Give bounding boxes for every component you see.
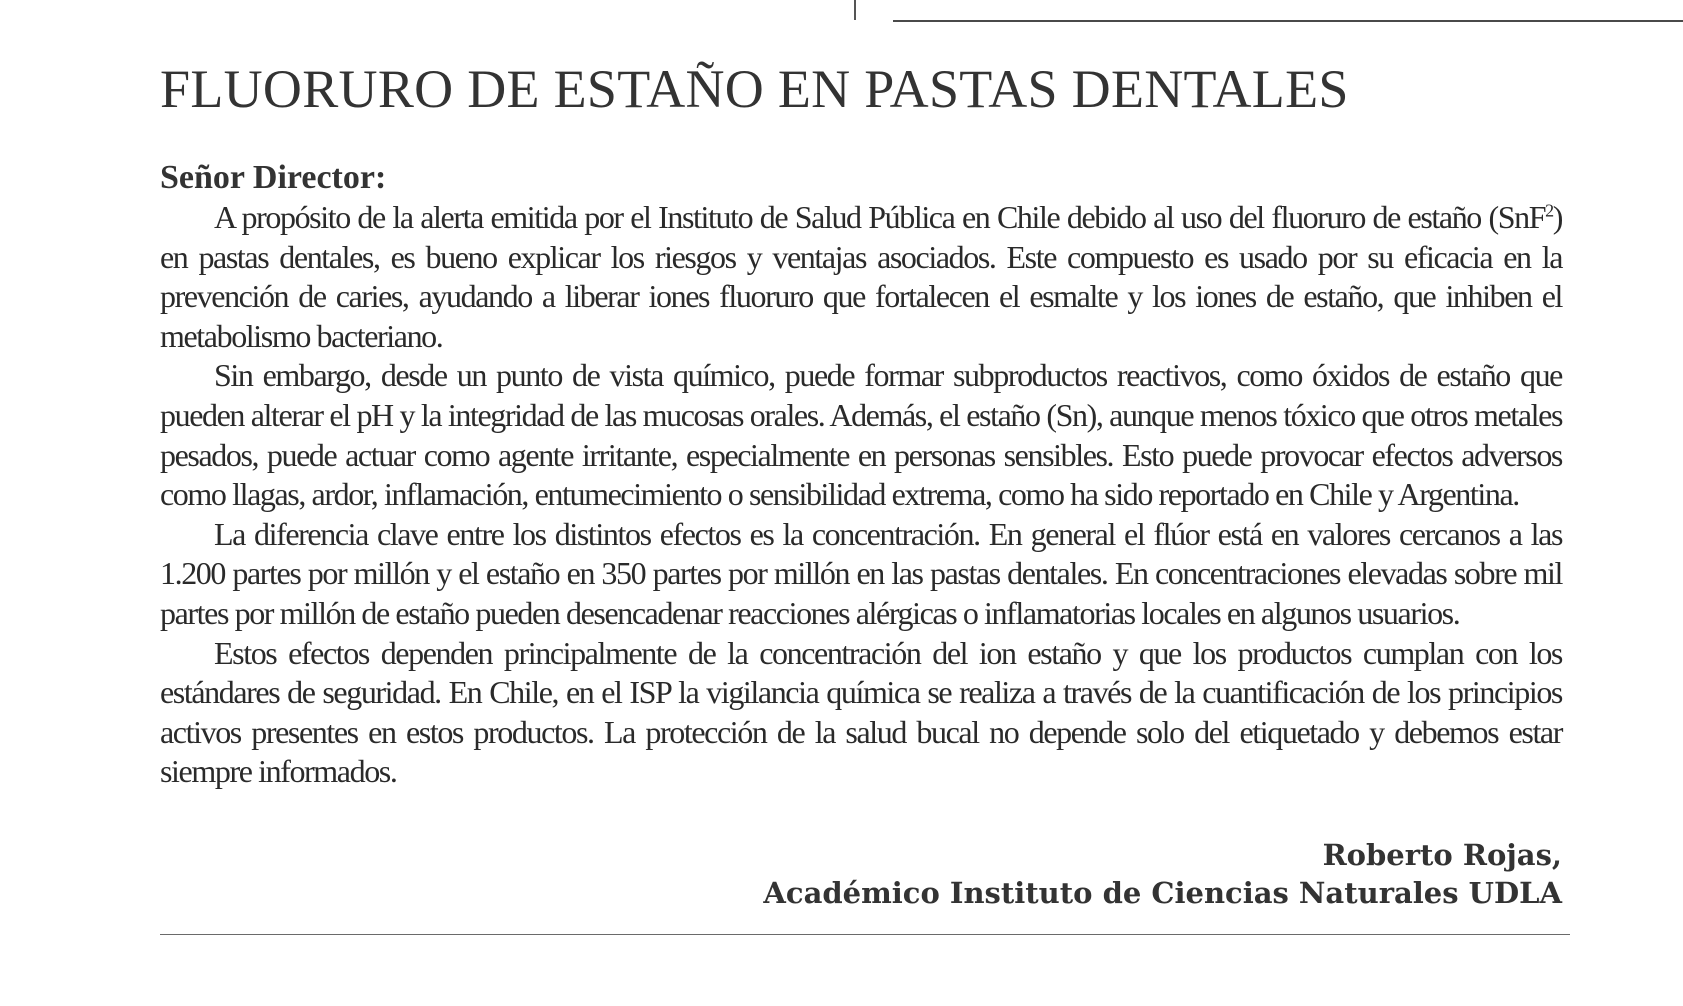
- author-name: Roberto Rojas,: [1322, 838, 1562, 872]
- paragraph-3: La diferencia clave entre los distintos efectos es la concentración. En general el flúor está en valores cercanos a las 1.200 partes por millón y el estaño en 350 partes por millón en las pastas dentales. En concentraciones elevadas sobre mil partes por millón de estaño pueden desencadenar reacciones alérgicas o inflamatorias locales en algunos usuarios.: [160, 515, 1562, 631]
- top-rule: [893, 20, 1683, 22]
- signature-block: [763, 836, 1562, 912]
- superscript: 2: [1545, 200, 1553, 221]
- article-title: FLUORURO DE ESTAÑO EN PASTAS DENTALES: [160, 59, 1349, 119]
- paragraph-2: Sin embargo, desde un punto de vista químico, puede formar subproductos reactivos, como óxidos de estaño que pueden alterar el pH y la integridad de las mucosas orales. Además, el estaño (Sn), aunque menos tóxico que otros metales pesados, puede actuar como agente irritante, especialmente en personas sensibles. Esto puede provocar efectos adversos como llagas, ardor, inflamación, entumecimiento o sensibilidad extrema, como ha sido reportado en Chile y Argentina.: [160, 357, 1562, 513]
- column-separator-mark: [854, 0, 856, 20]
- author-affiliation: Académico Instituto de Ciencias Naturales UDLA: [763, 876, 1562, 910]
- paragraph-1: [160, 198, 1562, 356]
- paragraph-1-text-end: ) en pastas dentales, es bueno explicar los riesgos y ventajas asociados. Este compuesto es usado por su eficacia en la prevención de caries, ayudando a liberar iones fluoruro que fortalecen el esmalte y los iones de estaño, que inhiben el metabolismo bacteriano.: [160, 199, 1562, 354]
- paragraph-1-text-start: A propósito de la alerta emitida por el Instituto de Salud Pública en Chile debido al uso del fluoruro de estaño (SnF: [214, 199, 1546, 235]
- bottom-rule: [160, 934, 1570, 935]
- paragraph-4: Estos efectos dependen principalmente de la concentración del ion estaño y que los productos cumplan con los estándares de seguridad. En Chile, en el ISP la vigilancia química se realiza a través de la cuantificación de los principios activos presentes en estos productos. La protección de la salud bucal no depende solo del etiquetado y debemos estar siempre informados.: [160, 634, 1562, 790]
- letter-body: [160, 158, 1562, 792]
- salutation: Señor Director:: [160, 159, 387, 196]
